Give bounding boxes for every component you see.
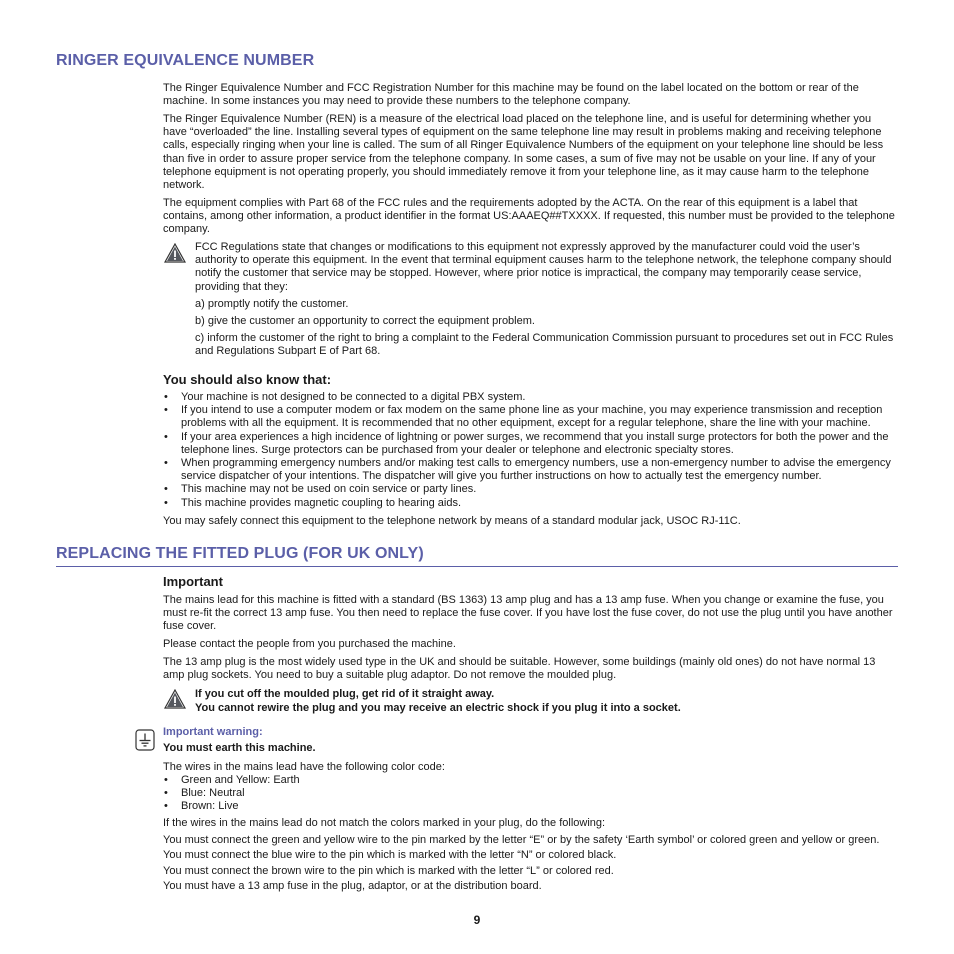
paragraph: The mains lead for this machine is fitted with a standard (BS 1363) 13 amp plug and has a 13 amp fuse. When you change or examine the fuse, you must re-fit the correct 13 amp fuse. You then need to replace the fuse cover. If you have lost the fuse cover, do not use the plug until you have another fuse cover. (163, 594, 893, 633)
paragraph: You must connect the blue wire to the pin which is marked with the letter “N” or colored black. (163, 849, 617, 862)
page-number: 9 (473, 913, 481, 927)
warning-triangle-icon (164, 689, 186, 709)
paragraph: You must have a 13 amp fuse in the plug, adaptor, or at the distribution board. (163, 879, 542, 892)
paragraph: The Ringer Equivalence Number and FCC Registration Number for this machine may be found on the label located on the bottom or rear of the machine. In some instances you may need to provide these numbers to the telephone company. (163, 82, 859, 108)
section-heading-ringer: RINGER EQUIVALENCE NUMBER (56, 52, 315, 69)
paragraph: You must connect the green and yellow wire to the pin marked by the letter “E” or by the safety ‘Earth symbol’ or colored green and yellow or green. (163, 834, 880, 847)
know-bullet-list (163, 391, 897, 510)
know-heading: You should also know that: (163, 372, 332, 387)
list-item: • Blue: Neutral (164, 787, 245, 800)
paragraph: The equipment complies with Part 68 of the FCC rules and the requirements adopted by the ACTA. On the rear of this equipment is a label that contains, among other information, a product identifier in the format US:AAAEQ##TXXXX. If requested, this number must be provided to the telephone company. (163, 196, 895, 236)
closing-paragraph: You may safely connect this equipment to the telephone network by means of a standard modular jack, USOC RJ-11C. (163, 515, 741, 527)
paragraph: If the wires in the mains lead do not match the colors marked in your plug, do the following: (163, 817, 606, 829)
caution-line: You cannot rewire the plug and you may receive an electric shock if you plug it into a socket. (195, 702, 681, 714)
paragraph: The Ringer Equivalence Number (REN) is a measure of the electrical load placed on the telephone line, and is useful for determining whether you have “overloaded” the line. Installing several types of equipment on the same telephone line may result in problems making and receiving telephone calls, especially ringing when your line is called. The sum of all Ringer Equivalence Numbers of the equipment on your telephone line should be less than five in order to assure proper service from the telephone company. In some cases, a sum of five may not be usable on your line. If any of your telephone equipment is not operating properly, you should immediately remove it from your telephone line, as it may cause harm to the telephone network. (163, 113, 884, 192)
caution-text: FCC Regulations state that changes or modifications to this equipment not expressly approved by the manufacturer could void the user’s authority to operate this equipment. In the event that terminal equipment causes harm to the telephone network, the telephone company should notify the customer that service may be stopped. However, where prior notice is impractical, the company may temporarily cease service, providing that they: (195, 241, 892, 293)
fcc-caution-note (195, 241, 897, 363)
list-item: • This machine may not be used on coin service or party lines. (164, 483, 477, 496)
caution-item-b: b) give the customer an opportunity to correct the equipment problem. (195, 315, 535, 328)
list-item: • Your machine is not designed to be connected to a digital PBX system. (164, 391, 526, 403)
paragraph: The 13 amp plug is the most widely used type in the UK and should be suitable. However, some buildings (mainly old ones) do not have normal 13 amp plug sockets. You need to buy a suitable plug adaptor. Do not remove the moulded plug. (163, 656, 876, 682)
caution-item-a: a) promptly notify the customer. (195, 297, 349, 310)
list-item: • If your area experiences a high incidence of lightning or power surges, we recommend that you install surge protectors for both the power and the telephone lines. Surge protectors can be purchased from your dealer or telephone and electronic specialty stores. (164, 430, 889, 456)
list-item: • Brown: Live (164, 800, 239, 813)
paragraph: Please contact the people from you purchased the machine. (163, 638, 456, 651)
list-item: • When programming emergency numbers and/or making test calls to emergency numbers, use a non-emergency number to advise the emergency service dispatcher of your intentions. The dispatcher will give you further instructions on how to actually test the emergency number. (164, 457, 891, 483)
list-item: • Green and Yellow: Earth (164, 774, 300, 786)
important-heading: Important (163, 574, 223, 589)
wire-color-list (163, 774, 897, 814)
list-item: • This machine provides magnetic coupling to hearing aids. (164, 496, 462, 509)
wires-intro: The wires in the mains lead have the following color code: (163, 761, 445, 773)
important-warning-text: You must earth this machine. (163, 742, 316, 754)
ringer-paragraphs (163, 82, 897, 241)
caution-line: If you cut off the moulded plug, get rid of it straight away. (195, 688, 495, 700)
section-divider (56, 566, 898, 567)
earth-symbol-icon (135, 729, 155, 751)
important-warning-title: Important warning: (163, 726, 263, 738)
section-heading-uk-plug: REPLACING THE FITTED PLUG (FOR UK ONLY) (56, 545, 424, 562)
caution-item-c: c) inform the customer of the right to bring a complaint to the Federal Communication Commission pursuant to procedures set out in FCC Rules and Regulations Subpart E of Part 68. (195, 332, 894, 358)
wiring-instructions (163, 817, 897, 898)
list-item: • If you intend to use a computer modem or fax modem on the same phone line as your machine, you may experience transmission and reception problems with all the equipment. It is recommended that no other equipment, except for a regular telephone, share the line with your machine. (164, 404, 883, 430)
paragraph: You must connect the brown wire to the pin which is marked with the letter “L” or colored red. (163, 864, 614, 877)
uk-plug-paragraphs (163, 594, 897, 687)
plug-caution-note (195, 687, 897, 715)
warning-triangle-icon (164, 243, 186, 263)
